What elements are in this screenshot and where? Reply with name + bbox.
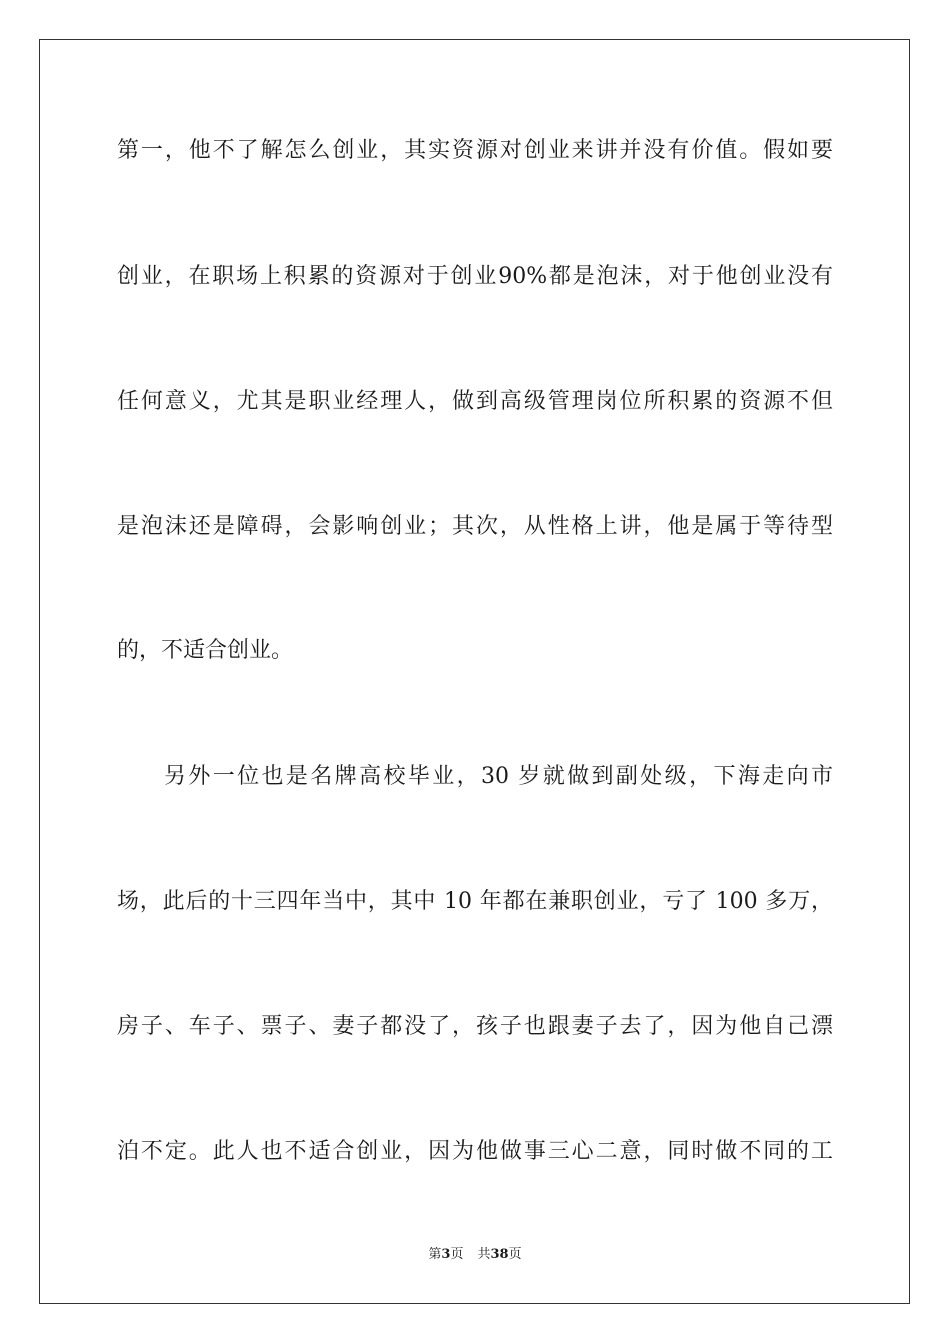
page-border — [39, 39, 910, 1304]
text-line: 任何意义，尤其是职业经理人，做到高级管理岗位所积累的资源不但 — [117, 389, 833, 414]
current-page: 3 — [441, 1247, 451, 1262]
text-line: 创业，在职场上积累的资源对于创业90%都是泡沫，对于他创业没有 — [117, 264, 833, 289]
page-number: 第3页 — [428, 1247, 464, 1262]
text-line: 第一，他不了解怎么创业，其实资源对创业来讲并没有价值。假如要 — [117, 138, 833, 163]
text-line: 另外一位也是名牌高校毕业，30 岁就做到副处级，下海走向市 — [164, 764, 833, 789]
text-line: 场，此后的十三四年当中，其中 10 年都在兼职创业，亏了 100 多万， — [117, 889, 833, 914]
text-line: 是泡沫还是障碍，会影响创业；其次，从性格上讲，他是属于等待型 — [117, 514, 833, 539]
text-line: 的，不适合创业。 — [117, 638, 294, 663]
text-line: 泊不定。此人也不适合创业，因为他做事三心二意，同时做不同的工 — [117, 1139, 833, 1164]
total-pages: 38 — [490, 1247, 509, 1262]
page-footer — [0, 1245, 950, 1265]
page-total: 共38页 — [477, 1247, 522, 1262]
text-line: 房子、车子、票子、妻子都没了，孩子也跟妻子去了，因为他自己漂 — [117, 1014, 833, 1039]
